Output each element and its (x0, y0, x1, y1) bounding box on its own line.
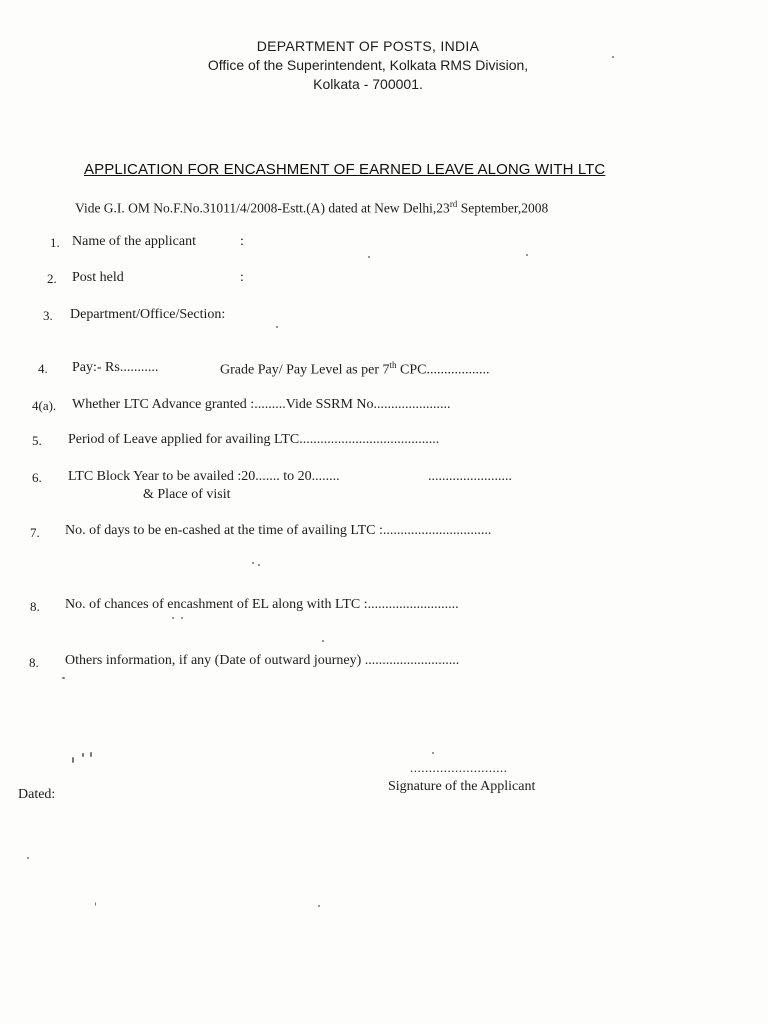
item-4a-label: Whether LTC Advance granted :.........Vide SSRM No...................... (72, 397, 451, 412)
item-6-number: 6. (32, 470, 42, 485)
scan-speck (318, 905, 320, 907)
item-4-number: 4. (38, 361, 48, 376)
scan-speck (82, 753, 84, 757)
item-1-number: 1. (50, 235, 60, 250)
item-5-number: 5. (32, 433, 42, 448)
office-heading: Office of the Superintendent, Kolkata RMS Division, (207, 57, 529, 73)
item-8-label: No. of chances of encashment of EL along with LTC :.......................... (65, 597, 459, 612)
scan-speck (432, 752, 434, 754)
department-heading: DEPARTMENT OF POSTS, INDIA (256, 38, 480, 54)
item-4-grade-pay (220, 360, 489, 379)
vide-tail: September,2008 (457, 200, 549, 216)
scan-speck (368, 256, 370, 258)
item-2-colon: : (240, 270, 244, 285)
item-6-dots: ........................ (428, 469, 512, 484)
scan-speck (95, 902, 96, 906)
item-6-label: LTC Block Year to be availed :20....... to 20........ (68, 469, 340, 484)
vide-text: Vide G.I. OM No.F.No.31011/4/2008-Estt.(A) dated at New Delhi,23 (75, 200, 450, 216)
scan-speck (258, 564, 260, 566)
item-7-label: No. of days to be en-cashed at the time of availing LTC :............................... (65, 523, 492, 538)
signature-label: Signature of the Applicant (388, 779, 536, 794)
item-9-label: Others information, if any (Date of outward journey) ........................... (65, 653, 460, 668)
scan-speck (526, 254, 528, 256)
item-3-number: 3. (43, 308, 53, 323)
item-5-label: Period of Leave applied for availing LTC........................................ (68, 432, 440, 447)
item-8-number: 8. (30, 599, 40, 614)
item-7-number: 7. (30, 525, 40, 540)
item-6-place-of-visit: & Place of visit (143, 487, 231, 502)
scan-speck (252, 562, 254, 564)
scan-speck (172, 617, 174, 619)
item-4-grade-text: Grade Pay/ Pay Level as per 7 (220, 362, 390, 378)
item-3-label: Department/Office/Section: (70, 307, 226, 322)
item-1-label: Name of the applicant (72, 234, 197, 249)
scan-speck (72, 757, 74, 763)
form-title: APPLICATION FOR ENCASHMENT OF EARNED LEAVE ALONG WITH LTC (84, 161, 606, 178)
city-heading: Kolkata - 700001. (313, 76, 423, 92)
item-4a-number: 4(a). (32, 398, 57, 413)
item-4-grade-tail: CPC.................. (396, 362, 490, 378)
item-1-colon: : (240, 234, 244, 249)
scan-speck (90, 752, 92, 757)
item-4-grade-sup: th (389, 360, 397, 370)
scan-speck (612, 56, 614, 58)
item-2-label: Post held (72, 270, 124, 285)
dated-label: Dated: (18, 787, 56, 802)
scan-speck (62, 677, 65, 679)
item-4-pay: Pay:- Rs........... (72, 360, 159, 375)
signature-line: .......................... (410, 760, 508, 775)
scan-speck (27, 857, 29, 859)
item-2-number: 2. (47, 271, 57, 286)
vide-reference (75, 199, 548, 217)
scan-speck (181, 617, 183, 619)
scan-speck (276, 326, 278, 328)
scan-speck (322, 640, 324, 642)
vide-sup: rd (449, 199, 458, 209)
item-9-number: 8. (29, 655, 39, 670)
